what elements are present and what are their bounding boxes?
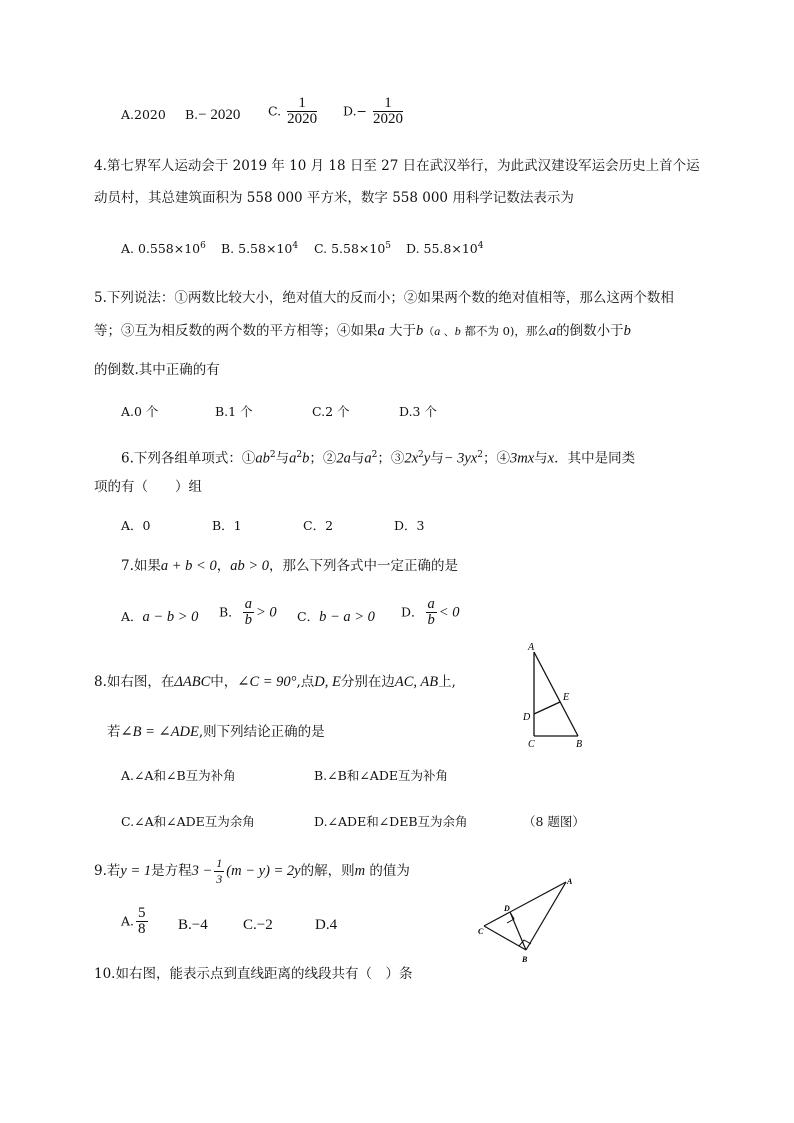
q5-option-c: C.2 个 xyxy=(312,404,350,419)
q5-text-line2: 等；③互为相反数的两个数的平方相等；④如果a 大于b（a 、b 都不为 0)，那么a的倒数小于b xyxy=(94,323,631,339)
q5-option-a: A.0 个 xyxy=(121,404,159,419)
q6-option-c: C．2 xyxy=(303,518,334,533)
q7-option-a: A．a − b > 0 xyxy=(121,609,199,625)
q7-option-d: D． $\frac{a}{b}$ < 0 xyxy=(401,596,460,628)
q8-figure-caption: （8 题图） xyxy=(523,814,585,829)
q5-text-line1: 5.下列说法：①两数比较大小，绝对值大的反而小；②如果两个数的绝对值相等，那么这两个数相 xyxy=(94,290,674,306)
q8-label-e: E xyxy=(563,692,570,703)
q8-option-b: B.∠B和∠ADE互为补角 xyxy=(314,768,448,783)
q3-option-c-fraction: $\frac{1}{2020}$ xyxy=(287,95,318,127)
q10-triangle-figure xyxy=(474,874,578,968)
q7-text-line: 7.如果a + b < 0，ab > 0，那么下列各式中一定正确的是 xyxy=(121,558,459,574)
q6-text-line1: 6.下列各组单项式：$①ab^2$与$a^2b$；②2a与$a^2$；$③2x^2y$与− $3yx^2$；④3mx与x．其中是同类 xyxy=(121,450,636,467)
q4-option-b: B. $5.58\times 10^4$ xyxy=(221,241,299,257)
q8-segment-de xyxy=(534,702,560,714)
q10-label-a: A xyxy=(567,877,573,886)
q3-option-c: C. $\frac{1}{2020}$ xyxy=(268,95,318,127)
q6-option-b: B．1 xyxy=(212,518,242,533)
q4-option-c: C. $5.58\times 10^5$ xyxy=(314,241,392,257)
q6-text-line2: 项的有（ ）组 xyxy=(94,479,202,495)
q3-option-d: D.− $\frac{1}{2020}$ xyxy=(343,95,404,127)
q4-option-a: A. $0.558\times 10^6$ xyxy=(121,241,206,257)
q5-option-b: B.1 个 xyxy=(215,404,253,419)
q5-text-line3: 的倒数.其中正确的有 xyxy=(94,362,220,378)
q9-option-a-fraction: $\frac{5}{8}$ xyxy=(138,905,146,937)
q8-option-c: C.∠A和∠ADE互为余角 xyxy=(121,814,255,829)
q8-text-line1: 8.如右图，在ΔABC中，∠C = 90°,点D, E分别在边AC, AB上, xyxy=(94,674,456,690)
q6-option-a: A．0 xyxy=(121,518,151,533)
q8-option-a: A.∠A和∠B互为补角 xyxy=(121,768,236,783)
q9-option-d: D.4 xyxy=(315,917,338,933)
q9-fraction: $\frac{1}{3}$ xyxy=(216,856,223,886)
q10-segment-bd xyxy=(510,912,526,950)
q6-option-d: D．3 xyxy=(394,518,425,533)
q7-option-d-fraction: $\frac{a}{b}$ xyxy=(427,596,435,628)
q9-option-c: C.−2 xyxy=(243,917,273,933)
q7-option-b-fraction: $\frac{a}{b}$ xyxy=(244,596,252,628)
q8-label-d: D xyxy=(523,712,531,723)
q3-option-d-fraction: $\frac{1}{2020}$ xyxy=(373,95,404,127)
q10-text-line: 10.如右图，能表示点到直线距离的线段共有（ ）条 xyxy=(94,966,413,982)
q8-label-b: B xyxy=(576,739,583,750)
q4-option-d: D. $55.8\times 10^4$ xyxy=(406,241,484,257)
q4-text-line1: 4.第七界军人运动会于 2019 年 10 月 18 日至 27 日在武汉举行，为此武汉建设军运会历史上首个运 xyxy=(94,158,700,174)
q10-segment-cb xyxy=(484,926,526,950)
q7-option-c: C．b − a > 0 xyxy=(297,609,375,625)
q9-text-line: 9.若y = 1是方程3 − $\frac{1}{3}$ (m − y) = 2y的解，则m 的值为 xyxy=(94,856,410,886)
q7-option-b: B． $\frac{a}{b}$ > 0 xyxy=(219,596,277,628)
q8-segment-ab xyxy=(534,652,578,736)
q9-option-a: A. $\frac{5}{8}$ xyxy=(121,905,146,937)
q10-label-d: D xyxy=(504,904,510,913)
q3-option-b: B.− 2020 xyxy=(185,107,241,123)
q8-text-line2: 若∠B = ∠ADE,则下列结论正确的是 xyxy=(107,724,325,740)
q8-option-d: D.∠ADE和∠DEB互为余角 xyxy=(314,814,468,829)
q4-text-line2: 动员村，其总建筑面积为 558 000 平方米，数字 558 000 用科学记数法表示为 xyxy=(94,190,574,206)
q10-label-c: C xyxy=(478,927,484,936)
q8-label-a: A xyxy=(528,642,535,653)
q3-option-a: A.2020 xyxy=(121,107,166,122)
q5-option-d: D.3 个 xyxy=(399,404,437,419)
q10-label-b: B xyxy=(522,955,528,964)
q8-triangle-figure xyxy=(518,640,590,752)
q8-label-c: C xyxy=(528,739,535,750)
q9-option-b: B.−4 xyxy=(178,917,208,933)
